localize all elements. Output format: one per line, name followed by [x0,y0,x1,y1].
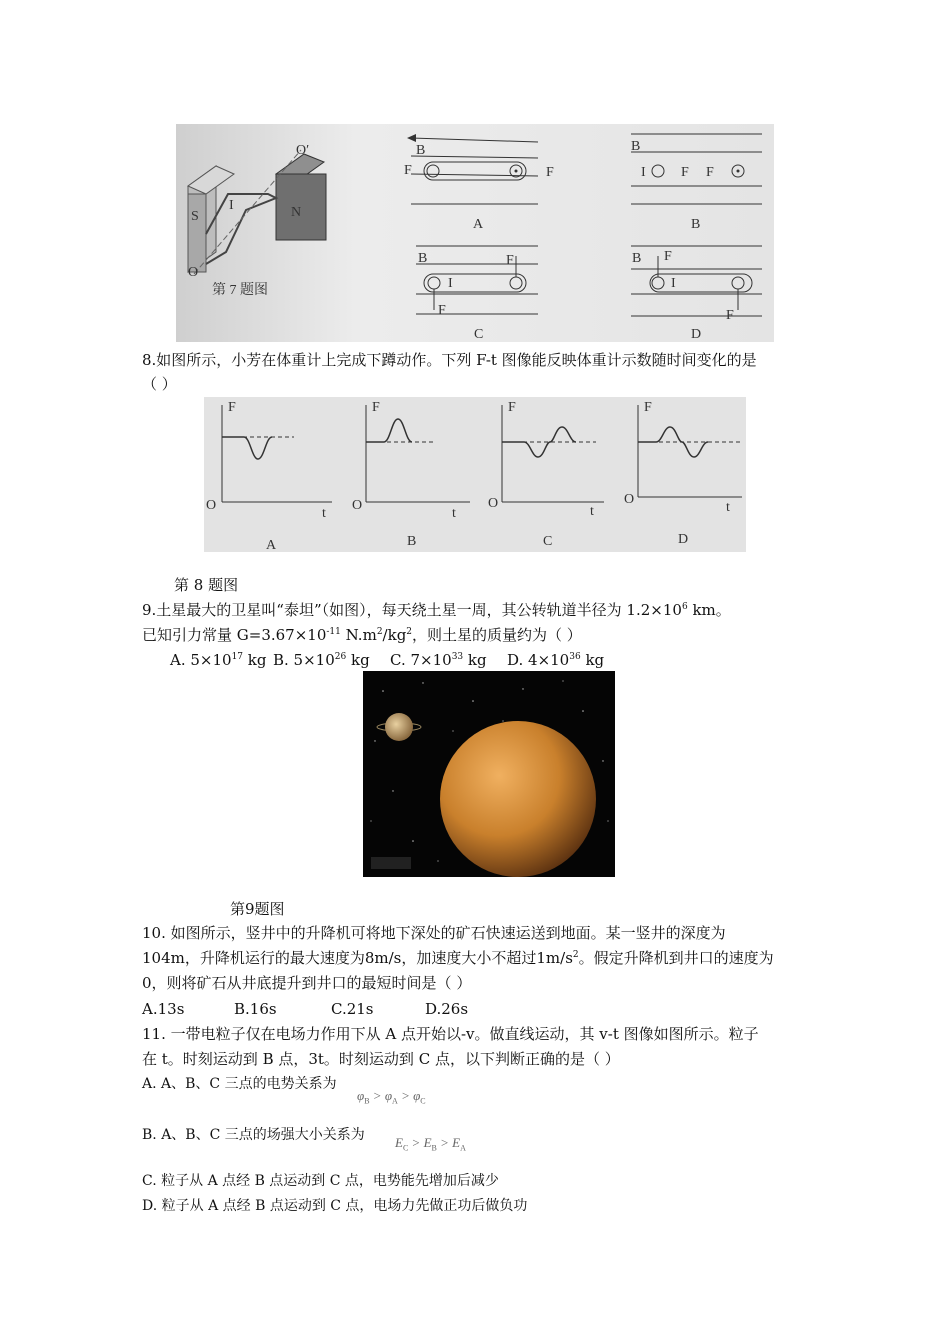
b-option-label: B [407,534,417,549]
b-axis-t: t [452,506,456,521]
figure-7-caption: 第 7 题图 [212,283,268,298]
a-axis-o: O [206,498,217,513]
q8-caption: 第 8 题图 [174,576,239,594]
d-axis-f: F [644,400,652,415]
q9-option-c [390,650,487,670]
a-axis-t: t [322,506,326,521]
q9-option-d [507,650,604,670]
q11-option-c: C. 粒子从 A 点经 B 点运动到 C 点，电势能先增加后减少 [142,1173,499,1189]
q10-line2-exp: 2 [572,950,579,960]
q9-a-exp: 17 [231,652,244,662]
fb-s1: E [395,1135,403,1150]
b-axis-f: F [372,400,380,415]
fig7-c-force-t: F [506,253,514,268]
fa-b3: C [420,1096,426,1106]
fa-s2: φ [384,1088,393,1103]
fig7-a-force-r: F [546,165,554,180]
fig7-b-current: I [641,165,646,180]
q11-option-d: D. 粒子从 A 点经 B 点运动到 C 点，电场力先做正功后做负功 [142,1198,528,1214]
q9-d-post: kg [580,651,605,669]
titan-drawing [363,671,615,877]
q9-line2-mid: N.m [340,626,377,644]
figure-7-drawing [176,124,774,342]
fb-b1: C [402,1143,409,1153]
d-axis-o: O [624,492,635,507]
q11-option-b: B. A、B、C 三点的场强大小关系为 [142,1127,365,1143]
q10-option-b: B.16s [234,1000,277,1018]
c-axis-t: t [590,504,594,519]
fa-gt1: > [369,1088,385,1103]
q9-d-pre: D. 4×10 [507,651,570,669]
q9-option-b [273,650,370,670]
figure-8 [204,397,746,552]
q9-d-exp: 36 [569,652,581,662]
q8-text: 8.如图所示，小芳在体重计上完成下蹲动作。下列 F-t 图像能反映体重计示数随时间变化的是 [142,351,757,369]
q10-line3: 0，则将矿石从井底提升到井口的最短时间是（ ） [142,974,472,992]
fig7-d-label: D [691,327,702,342]
fa-b2: A [392,1096,398,1106]
fa-gt2: > [397,1088,414,1103]
figure-7 [176,124,774,342]
fig7-c-force-b: F [438,303,446,318]
fig7-d-current: I [671,276,676,291]
coil-current-label: I [229,198,234,213]
axis-o-label: O [188,265,199,280]
figure-8-graphs [204,397,746,552]
q9-line2-exp2: 2 [376,627,383,637]
fb-gt2: > [436,1135,453,1150]
a-option-label: A [266,538,277,552]
q9-line2-mid2: /kg [382,626,407,644]
b-axis-o: O [352,498,363,513]
q9-line1 [142,600,731,620]
q9-c-post: kg [463,651,487,669]
fig7-c-label: C [474,327,484,342]
q9-line2 [142,625,582,645]
q9-caption: 第9题图 [230,900,285,918]
d-option-label: D [678,532,689,547]
fig7-b-field: B [631,139,641,154]
d-axis-t: t [726,500,730,515]
fig7-b-label: B [691,217,701,232]
q11-formula-a [357,1088,426,1106]
q9-line2-pre: 已知引力常量 G=3.67×10 [142,626,327,644]
fig7-d-force-t: F [664,249,672,264]
fa-s3: φ [413,1088,421,1103]
q8-paren: （ ） [142,375,177,393]
q9-b-post: kg [346,651,370,669]
fig7-d-force-b: F [726,308,734,323]
magnet-s-label: S [191,209,199,224]
fig7-b-force-r: F [706,165,714,180]
fa-s1: φ [357,1088,365,1103]
q9-a-pre: A. 5×10 [170,651,232,669]
fb-b3: A [460,1143,466,1153]
fig7-b-force-l: F [681,165,689,180]
c-axis-o: O [488,496,499,511]
fig7-a-label: A [473,217,484,232]
c-axis-f: F [508,400,516,415]
fig7-c-field: B [418,251,428,266]
fa-b1: B [364,1096,370,1106]
fb-b2: B [431,1143,437,1153]
a-axis-f: F [228,400,236,415]
q9-line1-post: km。 [687,601,731,619]
fig7-a-field: B [416,143,426,158]
q11-formula-b [395,1135,466,1153]
q9-c-pre: C. 7×10 [390,651,452,669]
fig7-a-force-l: F [404,163,412,178]
q9-line1-exp: 6 [681,602,688,612]
fb-s2: E [423,1135,432,1150]
q9-b-pre: B. 5×10 [273,651,335,669]
axis-o2-label: O′ [296,143,310,158]
q10-option-d: D.26s [425,1000,469,1018]
q9-line2-post: ，则土星的质量约为（ ） [412,626,582,644]
q10-line2-post: 。假定升降机到井口的速度为 [578,949,774,967]
fig7-d-field: B [632,251,642,266]
q9-c-exp: 33 [451,652,464,662]
fb-s3: E [452,1135,461,1150]
q9-option-a [170,650,267,670]
q9-line2-exp: -11 [326,627,341,637]
titan-image [363,671,615,877]
q9-line1-pre: 9.土星最大的卫星叫“泰坦”（如图），每天绕土星一周，其公转轨道半径为 1.2×10 [142,601,682,619]
q10-line2-pre: 104m，升降机运行的最大速度为8m/s，加速度大小不超过1m/s [142,949,573,967]
q9-line2-exp3: 2 [406,627,413,637]
q10-option-c: C.21s [331,1000,374,1018]
magnet-n-label: N [291,205,302,220]
q11-line2: 在 t。时刻运动到 B 点，3t。时刻运动到 C 点，以下判断正确的是（ ） [142,1050,620,1068]
q10-option-a: A.13s [142,1000,185,1018]
fb-gt1: > [408,1135,424,1150]
q10-line1: 10. 如图所示，竖井中的升降机可将地下深处的矿石快速运送到地面。某一竖井的深度为 [142,924,726,942]
q9-b-exp: 26 [334,652,347,662]
fig7-c-current: I [448,276,453,291]
q9-a-post: kg [243,651,267,669]
c-option-label: C [543,534,553,549]
q11-line1: 11. 一带电粒子仅在电场力作用下从 A 点开始以-v。做直线运动，其 v-t 图像如图所示。粒子 [142,1025,759,1043]
q10-line2 [142,948,774,968]
q11-option-a: A. A、B、C 三点的电势关系为 [142,1076,337,1092]
